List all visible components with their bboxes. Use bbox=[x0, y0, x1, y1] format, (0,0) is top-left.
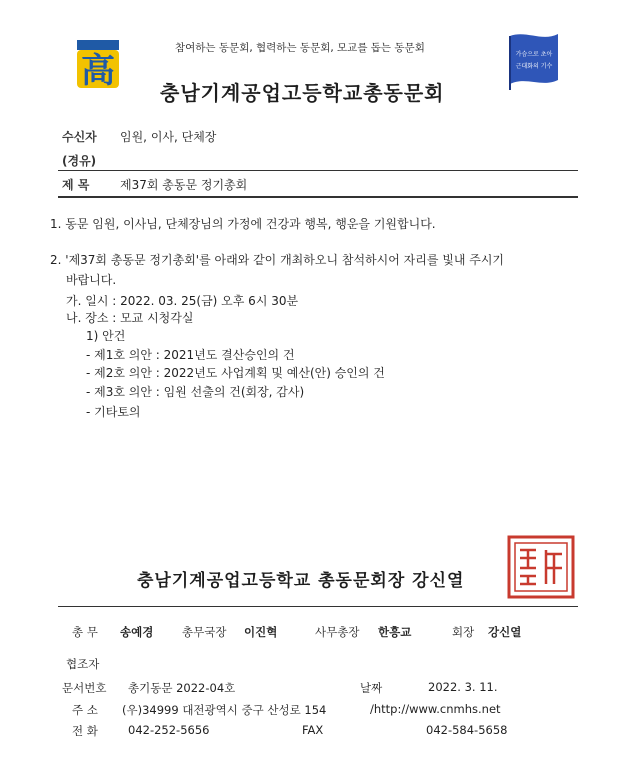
body-item-2-line-2: 바랍니다. bbox=[66, 273, 117, 287]
blue-flag-badge-icon bbox=[506, 28, 562, 92]
docno-label: 문서번호 bbox=[62, 681, 107, 695]
role-label: 회장 bbox=[452, 625, 475, 639]
subject-value: 제37회 총동문 정기총회 bbox=[120, 178, 248, 192]
agenda-item: - 제3호 의안 : 임원 선출의 건(회장, 감사) bbox=[86, 385, 305, 399]
role-name: 강신열 bbox=[488, 625, 522, 639]
role-name: 송예경 bbox=[120, 625, 154, 639]
recipient-label: 수신자 bbox=[62, 130, 97, 144]
phone-label: 전 화 bbox=[72, 724, 98, 738]
date-value: 2022. 3. 11. bbox=[428, 680, 498, 694]
badge-line-1: 가슴으로 초아 bbox=[515, 51, 553, 58]
fax-value: 042-584-5658 bbox=[426, 723, 508, 737]
agenda-title: 1) 안건 bbox=[86, 329, 126, 343]
role-name: 한흥교 bbox=[378, 625, 412, 639]
place-line: 나. 장소 : 모교 시청각실 bbox=[66, 311, 194, 325]
body-item-1: 1. 동문 임원, 이사님, 단체장님의 가정에 건강과 행복, 행운을 기원합니다. bbox=[50, 217, 436, 231]
signer-line: 충남기계공업고등학교 총동문회장 강신열 bbox=[137, 571, 465, 591]
address-value: (우)34999 대전광역시 중구 산성로 154 bbox=[122, 703, 327, 717]
role-label: 총 무 bbox=[72, 625, 98, 639]
docno-value: 총기동문 2022-04호 bbox=[128, 681, 236, 695]
role-label: 사무총장 bbox=[315, 625, 360, 639]
address-label: 주 소 bbox=[72, 703, 98, 717]
agenda-item: - 기타토의 bbox=[86, 405, 141, 419]
role-label: 총무국장 bbox=[182, 625, 227, 639]
fax-label: FAX bbox=[302, 723, 324, 737]
cooperator-label: 협조자 bbox=[66, 657, 100, 671]
badge-line-2: 근대화의 기수 bbox=[515, 63, 553, 70]
recipient-value: 임원, 이사, 단체장 bbox=[120, 130, 217, 144]
via-label: (경유) bbox=[62, 154, 97, 168]
date-label: 날짜 bbox=[360, 681, 383, 695]
date-line: 가. 일시 : 2022. 03. 25(금) 오후 6시 30분 bbox=[66, 294, 299, 308]
official-red-seal-icon bbox=[506, 534, 576, 600]
slogan: 참여하는 동문회, 협력하는 동문회, 모교를 돕는 동문회 bbox=[175, 42, 425, 54]
org-title: 충남기계공업고등학교총동문회 bbox=[160, 81, 445, 105]
subject-label: 제 목 bbox=[62, 178, 90, 192]
agenda-item: - 제2호 의안 : 2022년도 사업계획 및 예산(안) 승인의 건 bbox=[86, 366, 385, 380]
divider bbox=[58, 196, 578, 198]
role-name: 이진혁 bbox=[244, 625, 278, 639]
divider bbox=[58, 606, 578, 607]
emblem-glyph: 高 bbox=[81, 51, 115, 91]
website-link[interactable]: /http://www.cnmhs.net bbox=[370, 702, 501, 716]
phone-value: 042-252-5656 bbox=[128, 723, 210, 737]
body-item-2-line-1: 2. '제37회 총동문 정기총회'를 아래와 같이 개최하오니 참석하시어 자리를 빛내 주시기 bbox=[50, 253, 504, 267]
school-emblem-icon bbox=[75, 38, 121, 94]
divider bbox=[58, 170, 578, 171]
agenda-item: - 제1호 의안 : 2021년도 결산승인의 건 bbox=[86, 348, 295, 362]
